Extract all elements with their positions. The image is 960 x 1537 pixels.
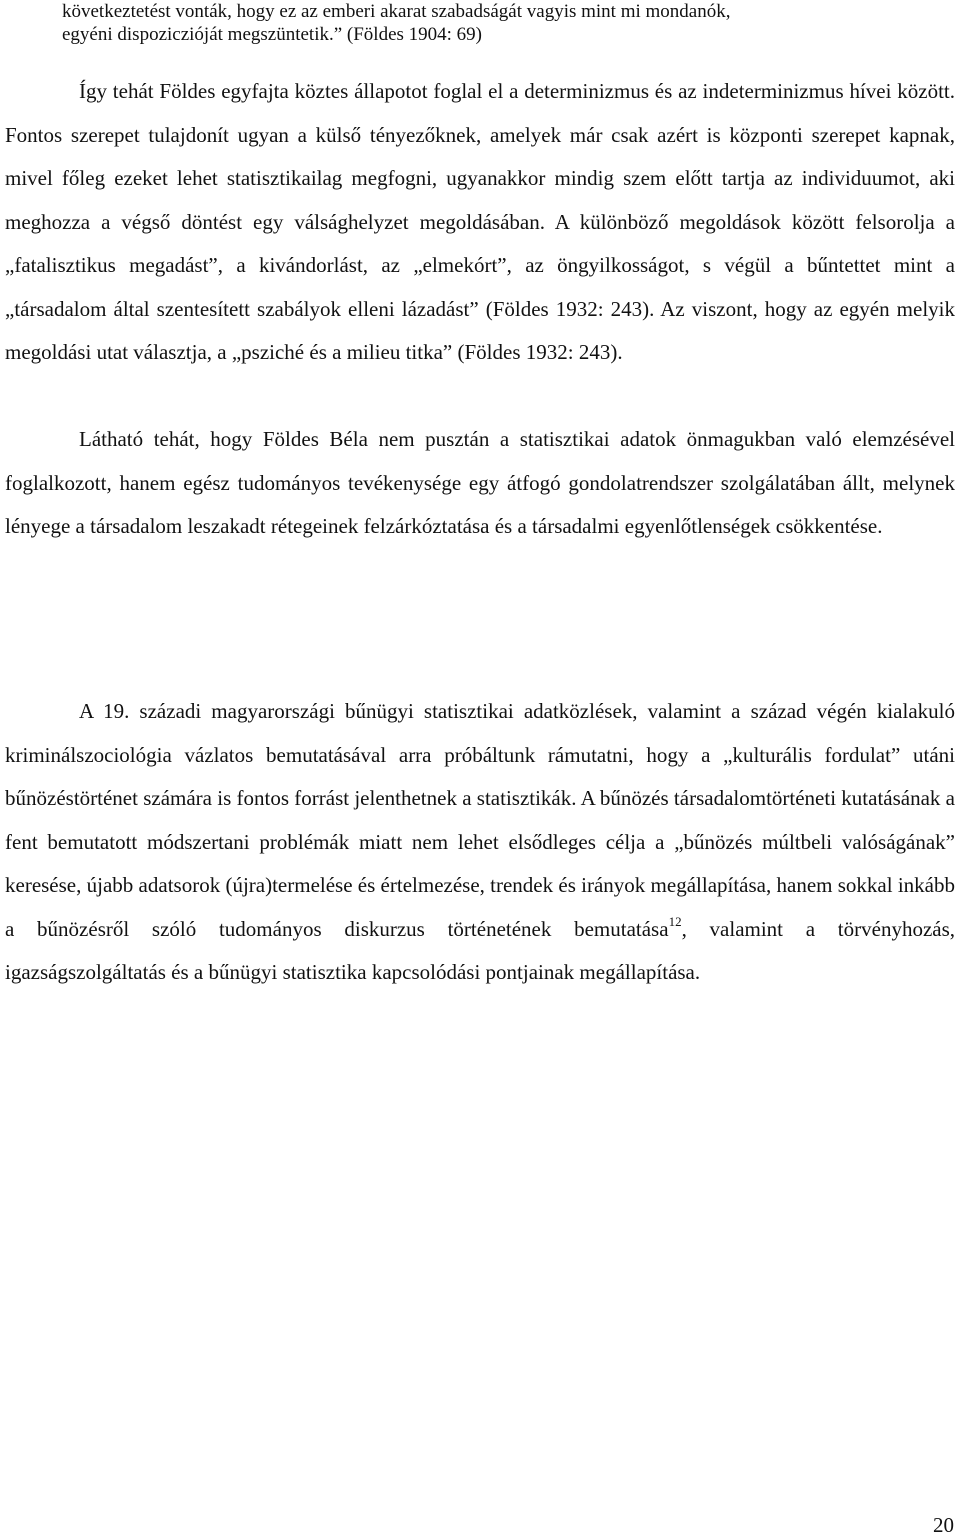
page-number: 20 — [933, 1513, 954, 1537]
quote-line-1: következtetést vonták, hogy ez az emberi akarat szabadságát vagyis mint mi mondanók, — [62, 1, 731, 22]
paragraph-text-3a: A 19. századi magyarországi bűnügyi statisztikai adatközlések, valamint a század végén kialakuló kriminálszociológia vázlatos bemutatásával arra próbáltunk rámutatni, hogy a „kulturális fordulat” utáni bűnözéstörténet számára is fontos forrást jelenthetnek a statisztikák. A bűnözés társadalomtörténeti kutatásának a fent bemutatott módszertani problémák miatt nem lehet elsődleges célja a „bűnözés múltbeli valóságának” keresése, újabb adatsorok (újra)termelése és értelmezése, trendek és irányok megállapítása, hanem sokkal inkább a bűnözésről szóló tudományos diskurzus történetének bemutatása — [5, 699, 955, 941]
quote-line-2: egyéni dispoziczióját megszüntetik.” (Földes 1904: 69) — [62, 24, 483, 45]
paragraph-foldes-summary — [5, 418, 955, 549]
paragraph-conclusion — [5, 690, 955, 995]
paragraph-determinism — [5, 70, 955, 375]
paragraph-text-2: Látható tehát, hogy Földes Béla nem pusztán a statisztikai adatok önmagukban való elemzésével foglalkozott, hanem egész tudományos tevékenysége egy átfogó gondolatrendszer szolgálatában állt, melynek lényege a társadalom leszakadt rétegeinek felzárkóztatása és a társadalmi egyenlőtlenségek csökkentése. — [5, 427, 955, 538]
paragraph-text-3b: , valamint a törvényhozás, igazságszolgáltatás és a bűnügyi statisztika kapcsolódási pontjainak megállapítása. — [5, 916, 956, 984]
block-quote-ending — [62, 0, 902, 46]
footnote-reference[interactable]: 12 — [668, 913, 682, 929]
paragraph-text-1: Így tehát Földes egyfajta köztes állapotot foglal el a determinizmus és az indeterminizmus hívei között. Fontos szerepet tulajdonít ugyan a külső tényezőknek, amelyek már csak azért is központi szerepet kapnak, mivel főleg ezeket lehet statisztikailag megfogni, ugyanakkor mindig szem előtt tartja az individuumot, aki meghozza a végső döntést egy válsághelyzet megoldásában. A különböző megoldások között felsorolja a „fatalisztikus megadást”, a kivándorlást, az „elmekórt”, az öngyilkosságot, s végül a bűntettet mint a „társadalom által szentesített szabályok elleni lázadást” (Földes 1932: 243). Az viszont, hogy az egyén melyik megoldási utat választja, a „psziché és a milieu titka” (Földes 1932: 243). — [5, 79, 955, 364]
